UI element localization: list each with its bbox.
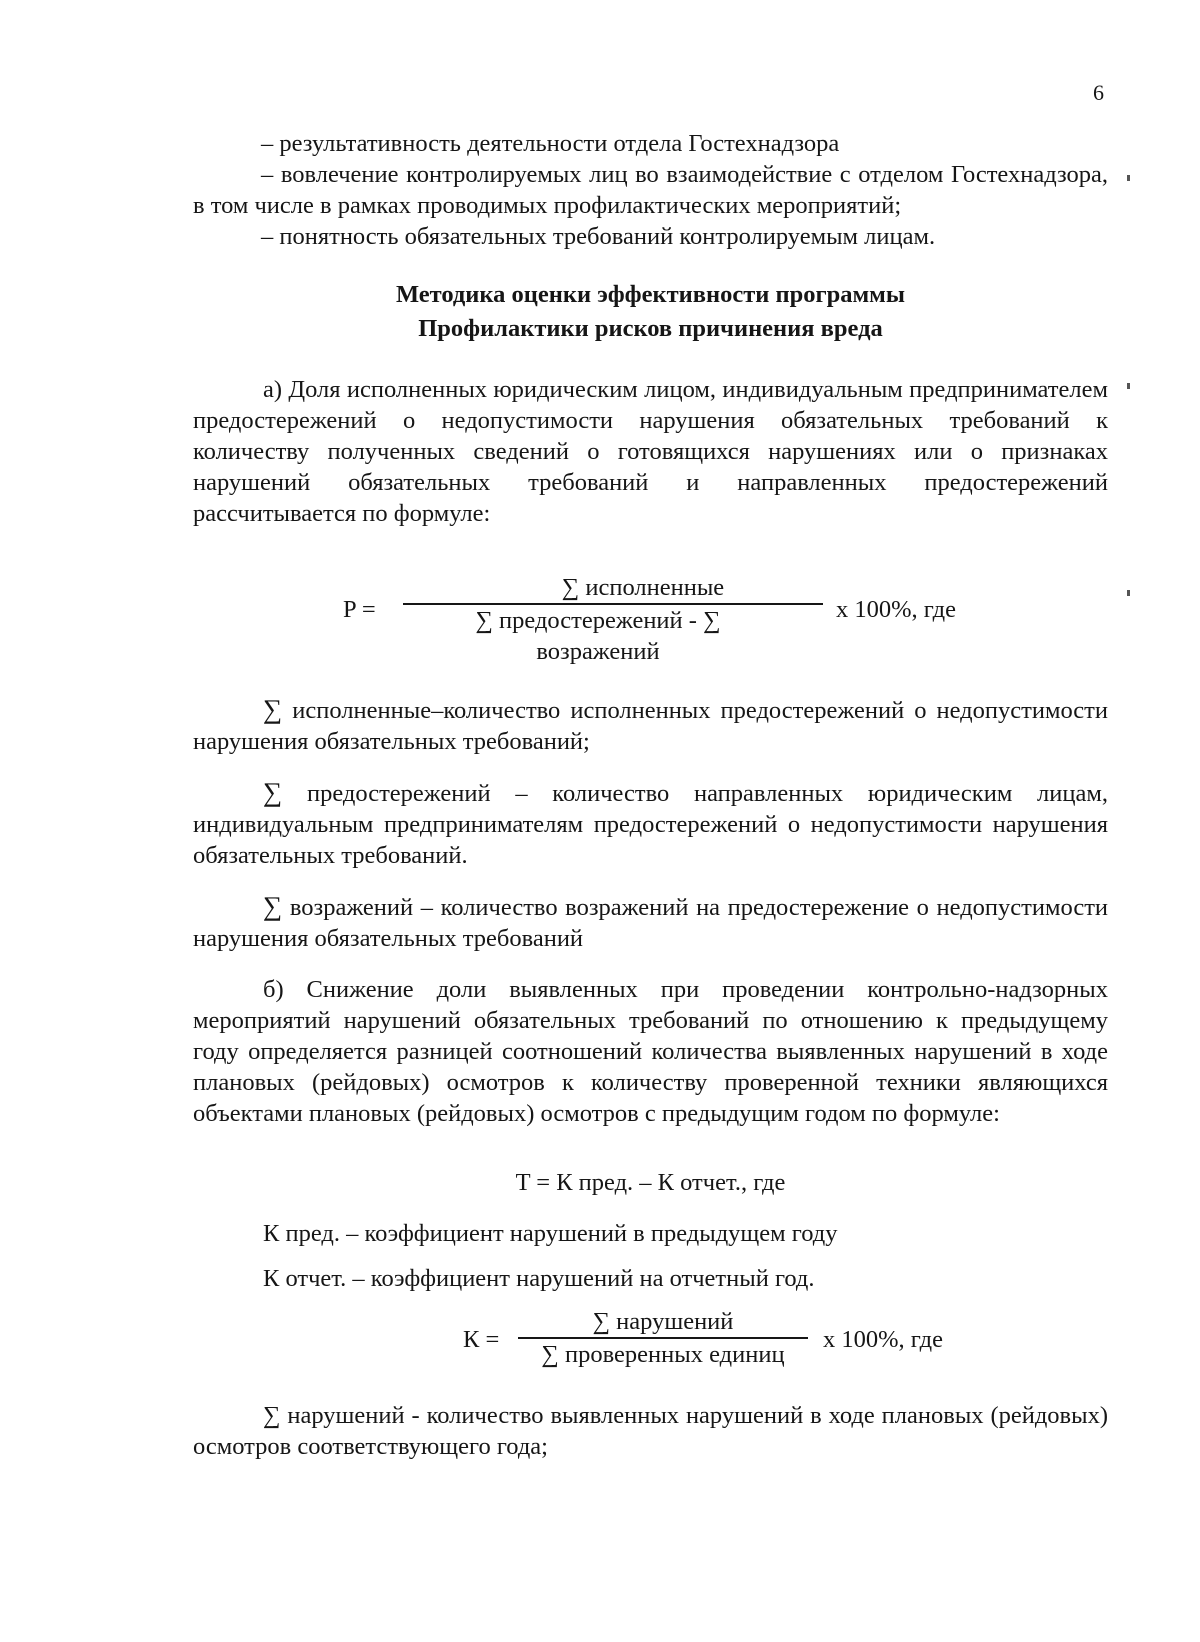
formula-fraction	[518, 1306, 808, 1370]
formula-numerator: ∑ нарушений	[592, 1308, 734, 1335]
definition-text: возражений – количество возражений на предостережение о недопустимости нарушения обязательных требований	[193, 894, 1109, 952]
section-heading: Методика оценки эффективности программы	[395, 281, 905, 308]
formula-denominator: возражений	[536, 638, 660, 665]
formula-lhs: К =	[463, 1326, 500, 1353]
formula-denominator: ∑ проверенных единиц	[541, 1341, 785, 1368]
formula-numerator: ∑ исполненные	[561, 574, 725, 601]
paragraph-a: а) Доля исполненных юридическим лицом, индивидуальным предпринимателем предостережений о недопустимости нарушения обязательных требований к количеству полученных сведений о готовящихся нарушениях или о признаках нарушений обязательных требований и направленных предостережений рассчитывается по формуле:	[193, 376, 1108, 527]
bullet-item: – результативность деятельности отдела Гостехнадзора	[261, 130, 840, 157]
definition	[193, 777, 1108, 871]
margin-mark	[1127, 590, 1130, 596]
bullet-item: – вовлечение контролируемых лиц во взаимодействие с отделом Гостехнадзора, в том числе в рамках проводимых профилактических мероприятий;	[193, 161, 1108, 219]
section-heading: Профилактики рисков причинения вреда	[418, 315, 883, 342]
sigma-symbol: ∑	[263, 777, 283, 807]
margin-mark	[1127, 383, 1130, 389]
sigma-symbol: ∑	[263, 891, 283, 921]
definition	[193, 891, 1108, 954]
formula-rhs: х 100%, где	[836, 596, 956, 623]
page-number: 6	[1093, 80, 1104, 105]
bullet-item: – понятность обязательных требований контролируемым лицам.	[261, 223, 936, 250]
definition-k-report: К отчет. – коэффициент нарушений на отчетный год.	[263, 1265, 815, 1292]
definition-text: исполненные–количество исполненных предостережений о недопустимости нарушения обязательных требований;	[193, 697, 1109, 755]
definition-text: предостережений – количество направленных юридическим лицам, индивидуальным предпринимателям предостережений о недопустимости нарушения обязательных требований.	[193, 780, 1109, 869]
sigma-symbol: ∑	[263, 694, 283, 724]
margin-mark	[1127, 175, 1130, 181]
formula-denominator: ∑ предостережений - ∑	[475, 607, 721, 634]
formula-p	[193, 572, 1108, 676]
formula-fraction	[403, 572, 823, 667]
definition-violations: ∑ нарушений - количество выявленных нарушений в ходе плановых (рейдовых) осмотров соответствующего года;	[193, 1402, 1108, 1460]
paragraph-b: б) Снижение доли выявленных при проведении контрольно-надзорных мероприятий нарушений обязательных требований по отношению к предыдущему году определяется разницей соотношений количества выявленных нарушений в ходе плановых (рейдовых) осмотров к количеству проверенной техники являющихся объектами плановых (рейдовых) осмотров с предыдущим годом по формуле:	[193, 976, 1108, 1127]
definition-k-prev: К пред. – коэффициент нарушений в предыдущем году	[263, 1220, 838, 1247]
formula-lhs: P =	[343, 596, 376, 623]
definition	[193, 694, 1108, 757]
formula-k	[193, 1306, 1108, 1384]
formula-t: T = К пред. – К отчет., где	[515, 1169, 786, 1196]
document-body	[193, 128, 1108, 1462]
formula-rhs: х 100%, где	[823, 1326, 943, 1353]
